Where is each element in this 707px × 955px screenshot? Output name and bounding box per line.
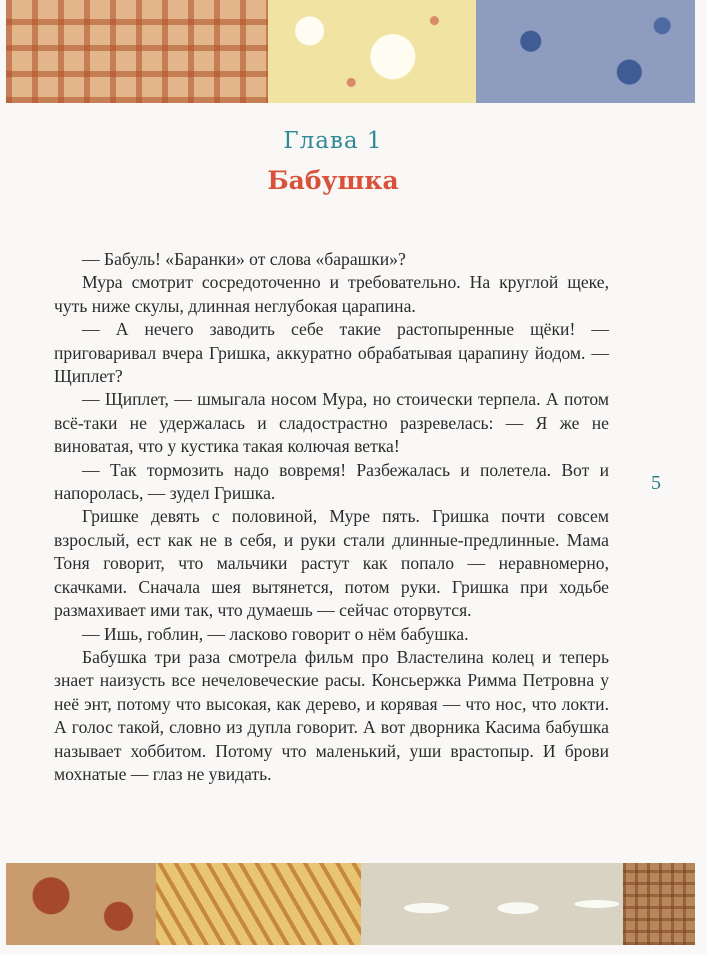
bottom-decorative-border [6,863,695,945]
mushroom-pattern-patch [6,863,156,945]
plaid-pattern-patch [6,0,268,103]
paragraph: Гришке девять с половиной, Муре пять. Гришка почти совсем взрослый, ест как не в себя, и руки стали длинные-предлинные. Мама Тоня говорит, что мальчики растут как попало — неравномерно, скачками. Сначала шея вытянется, потом руки. Гришка при ходьбе размахивает ими так, что думаешь — сейчас оторвутся. [54,506,609,621]
paragraph: — А нечего заводить себе такие растопыренные щёки! — приговаривал вчера Гришка, аккуратно обрабатывая царапину йодом. — Щиплет? [54,319,609,387]
paragraph: — Так тормозить надо вовремя! Разбежалась и полетела. Вот и напоролась, — зудел Гришка. [54,459,609,504]
brown-plaid-pattern-patch [623,863,695,945]
yellow-stripes-pattern-patch [156,863,361,945]
blue-flowers-pattern-patch [476,0,695,103]
top-decorative-border [6,0,695,103]
paragraph: — Щиплет, — шмыгала носом Мура, но стоически терпела. А потом всё-таки не удержалась и сладострастно разревелась: — Я же не виноватая, что у кустика такая колючая ветка! [54,389,609,457]
body-text [54,248,609,786]
sheep-pattern-patch [361,863,623,945]
paragraph: — Бабуль! «Баранки» от слова «барашки»? [82,249,406,269]
paragraph: Бабушка три раза смотрела фильм про Властелина колец и теперь знает наизусть все нечеловеческие расы. Консьержка Римма Петровна у неё энт, потому что высокая, как дерево, и корявая — что нос, что локти. А голос такой, словно из дупла говорит. А вот дворника Касима бабушка называет хоббитом. Потому что маленький, уши врастопыр. И брови мохнатые — глаз не увидать. [54,646,609,784]
cats-pattern-patch [268,0,476,103]
chapter-title: Бабушка [267,166,399,195]
paragraph: Мура смотрит сосредоточенно и требовательно. На круглой щеке, чуть ниже скулы, длинная неглубокая царапина. [54,272,609,316]
page-number: 5 [651,472,661,494]
chapter-number: Глава 1 [283,128,383,154]
paragraph: — Ишь, гоблин, — ласково говорит о нём бабушка. [82,623,469,644]
